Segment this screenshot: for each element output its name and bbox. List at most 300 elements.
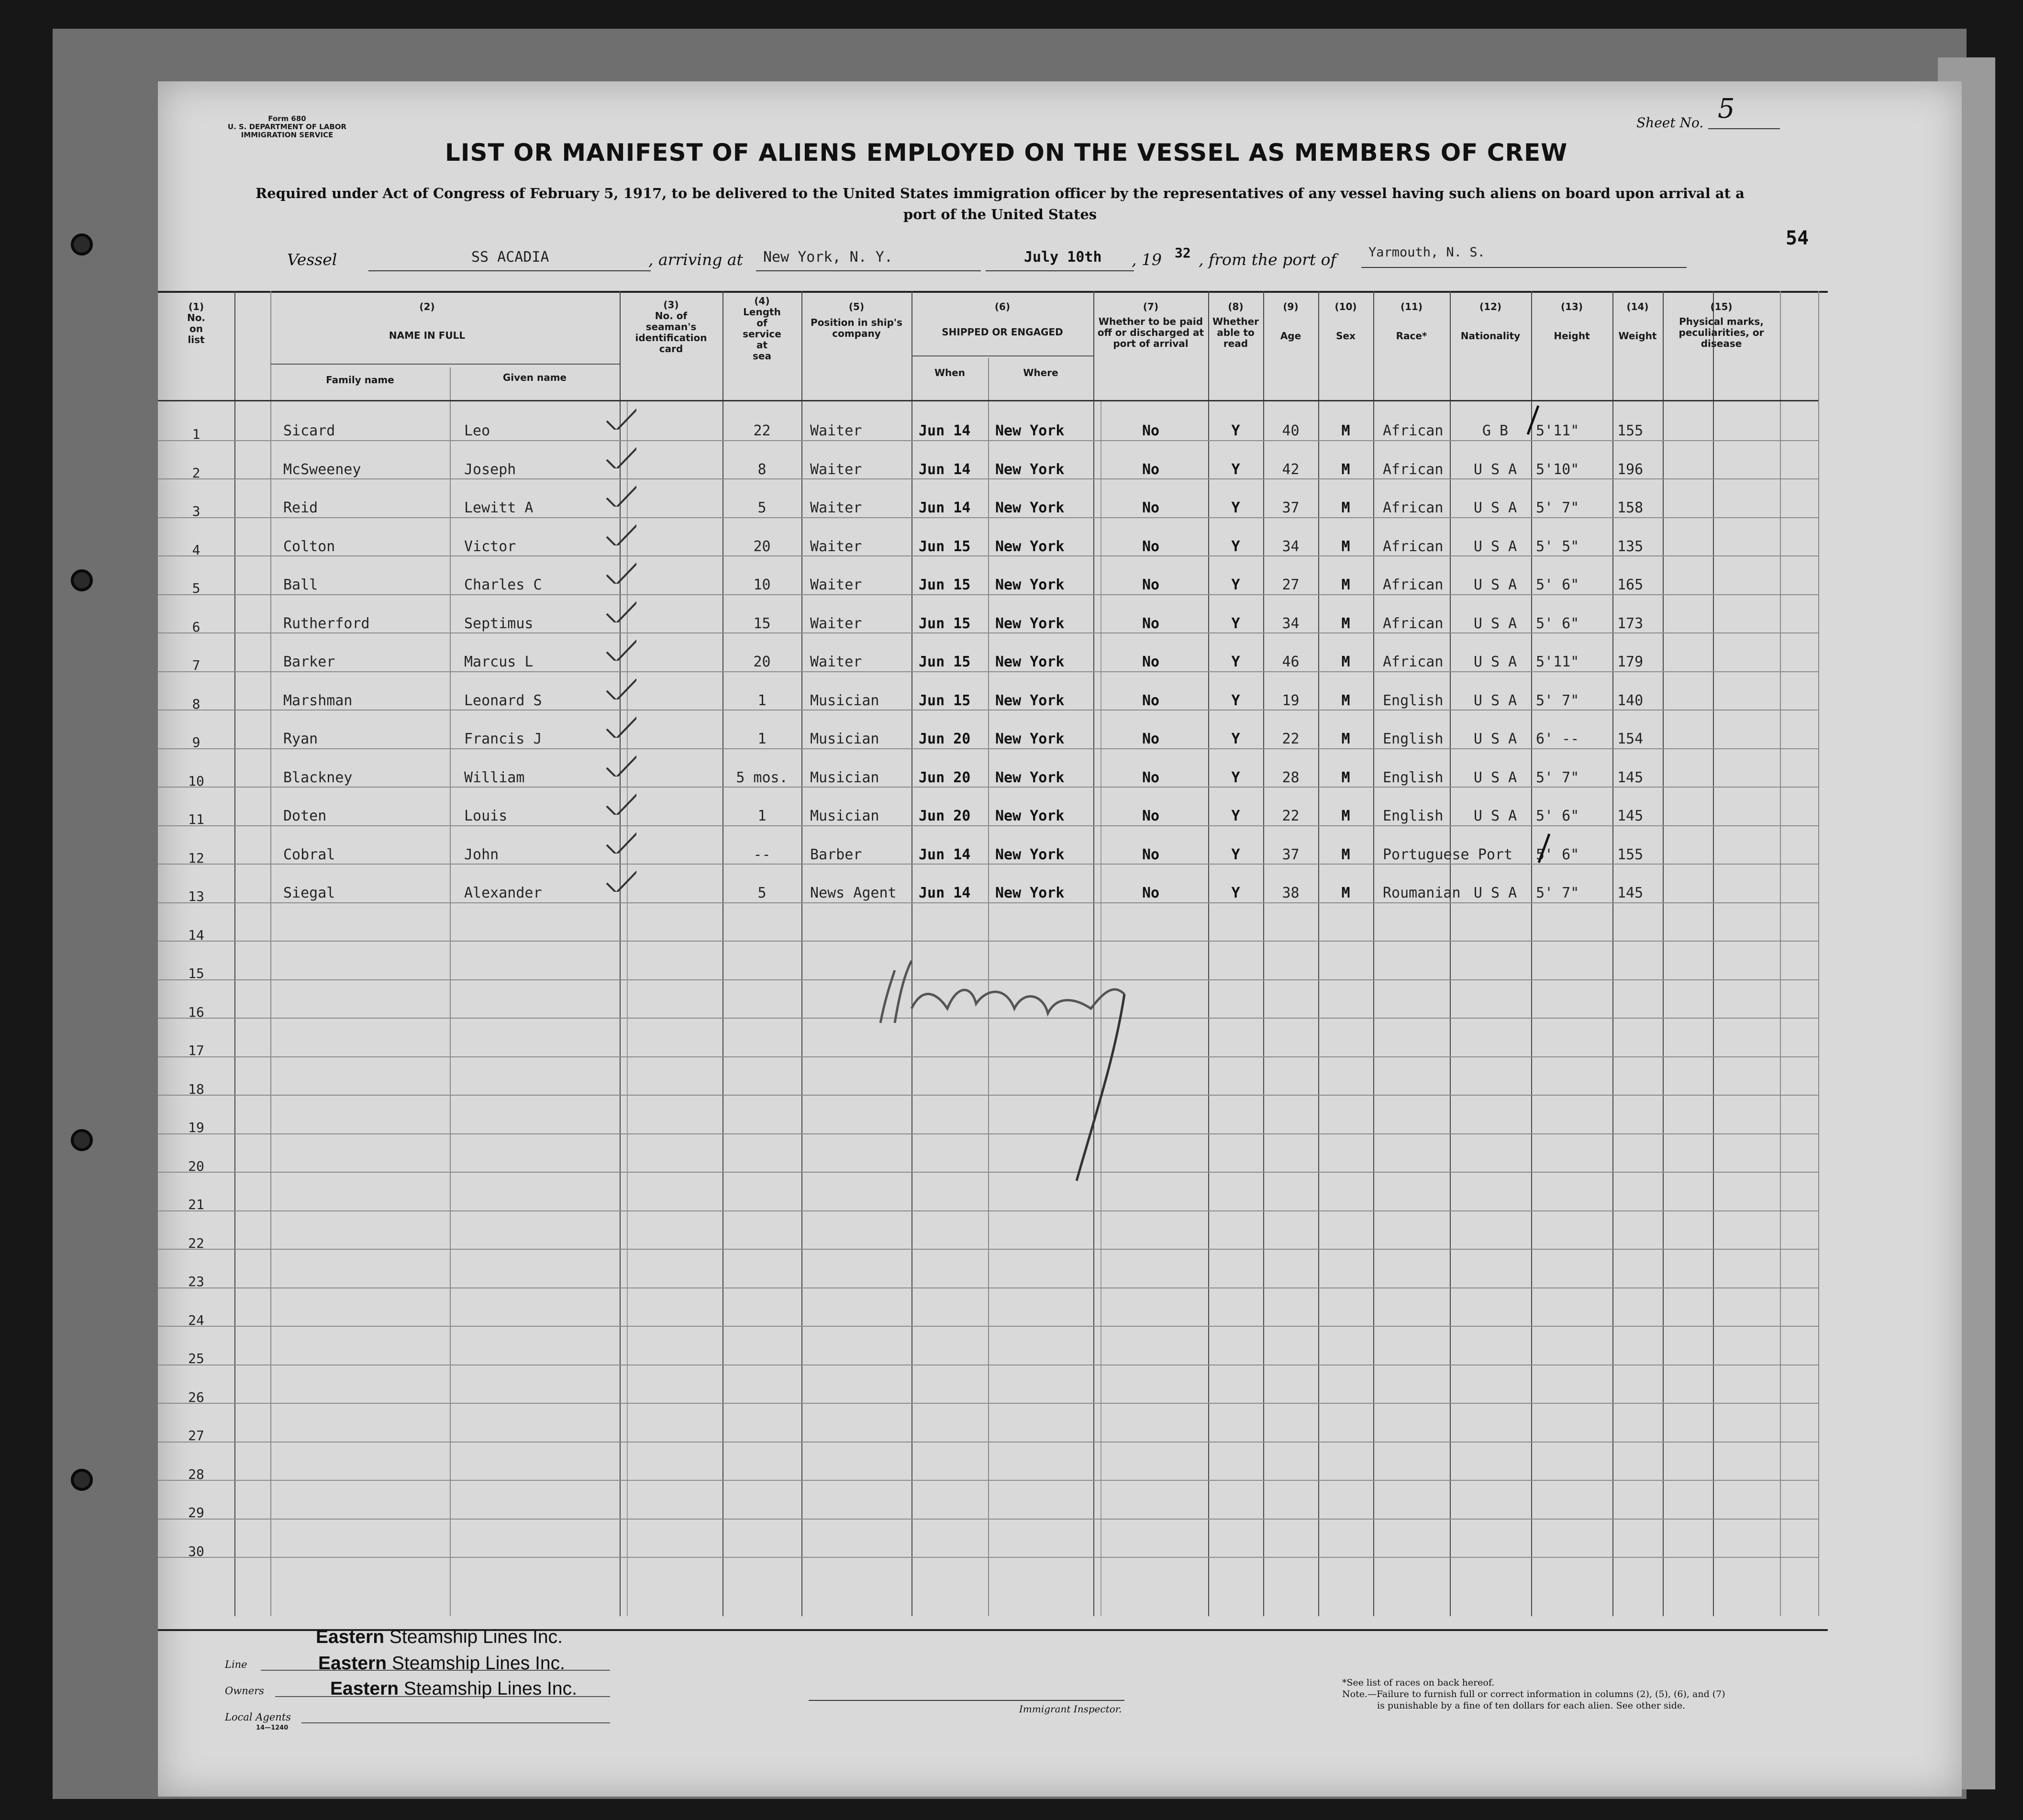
cell-given: Leo [464, 422, 490, 439]
check-mark [603, 825, 636, 854]
cell-read: Y [1231, 731, 1240, 747]
cell-when: Jun 15 [919, 654, 971, 670]
cell-weight: 145 [1617, 808, 1644, 824]
cell-paid-off: No [1142, 769, 1160, 786]
cell-family: Barker [283, 654, 335, 670]
cell-age: 28 [1282, 769, 1300, 786]
cell-service: 10 [753, 577, 771, 593]
cell-paid-off: No [1142, 731, 1160, 747]
cell-weight: 145 [1617, 885, 1644, 901]
col12-number: (12) [1479, 301, 1502, 312]
cell-service: 15 [753, 615, 771, 632]
row-number: 22 [188, 1235, 204, 1251]
cell-where: New York [995, 731, 1065, 747]
col4-number: (4) [754, 295, 770, 307]
cell-position: Musician [810, 731, 879, 747]
row-number: 18 [188, 1081, 204, 1097]
cell-where: New York [995, 499, 1065, 516]
year-prefix: , 19 [1132, 250, 1162, 269]
col1-number: (1) [188, 301, 204, 312]
cell-family: Reid [283, 499, 318, 516]
cell-given: John [464, 846, 499, 863]
cell-read: Y [1231, 577, 1240, 593]
cell-read: Y [1231, 422, 1240, 439]
cell-nationality: Port [1478, 846, 1513, 863]
cell-service: -- [753, 846, 771, 863]
cell-family: Rutherford [283, 615, 370, 632]
cell-position: Waiter [810, 499, 862, 516]
check-mark [603, 594, 636, 622]
stamp-bold: Eastern [330, 1678, 399, 1699]
agents-stamp [330, 1678, 577, 1699]
page-title: LIST OR MANIFEST OF ALIENS EMPLOYED ON THE VESSEL AS MEMBERS OF CREW [445, 139, 1568, 166]
footnotes [1340, 1677, 1818, 1711]
cell-where: New York [995, 769, 1065, 786]
cell-read: Y [1231, 499, 1240, 516]
form-code: 14—1240 [256, 1724, 289, 1731]
cell-paid-off: No [1142, 885, 1160, 901]
cell-age: 37 [1282, 846, 1300, 863]
cell-height: 5' 7" [1536, 769, 1579, 786]
col2b-header: Given name [502, 372, 567, 383]
cell-where: New York [995, 538, 1065, 555]
subtitle-line-2: port of the United States [903, 206, 1097, 222]
check-mark [603, 709, 636, 738]
cell-sex: M [1341, 499, 1350, 516]
cell-age: 38 [1282, 885, 1300, 901]
cell-given: Septimus [464, 615, 534, 632]
cell-weight: 158 [1617, 499, 1644, 516]
vessel-name: SS ACADIA [471, 249, 549, 266]
cell-nationality: G B [1482, 422, 1509, 439]
cell-height: 5'11" [1536, 422, 1579, 439]
row-rule [158, 478, 1818, 479]
cell-where: New York [995, 885, 1065, 901]
cell-nationality: U S A [1473, 731, 1517, 747]
form-header [218, 115, 356, 139]
cell-race: African [1383, 654, 1444, 670]
row-number: 5 [192, 580, 200, 596]
cell-age: 27 [1282, 577, 1300, 593]
cell-when: Jun 15 [919, 538, 971, 555]
form-number: Form 680 [268, 114, 306, 123]
cell-sex: M [1341, 538, 1350, 555]
col4-header: Length of service at sea [743, 306, 781, 362]
cell-nationality: U S A [1473, 499, 1517, 516]
col2-number: (2) [419, 301, 435, 312]
cell-race: African [1383, 538, 1444, 555]
stamp-bold: Eastern [316, 1627, 385, 1647]
year-suffix: 32 [1175, 245, 1191, 261]
cell-where: New York [995, 692, 1065, 709]
cell-position: Waiter [810, 654, 862, 670]
row-rule [158, 864, 1818, 865]
agents-label: Local Agents [225, 1711, 291, 1723]
cell-given: Leonard S [464, 692, 542, 709]
row-rule [158, 1519, 1818, 1520]
col15-number: (15) [1710, 301, 1733, 312]
cell-family: Cobral [283, 846, 335, 863]
col3-header: No. of seaman's identification card [635, 310, 707, 355]
cell-nationality: U S A [1473, 461, 1517, 478]
row-number: 3 [192, 503, 200, 519]
cell-weight: 145 [1617, 769, 1644, 786]
line-stamp [316, 1627, 563, 1648]
cell-nationality: U S A [1473, 808, 1517, 824]
row-rule [158, 1557, 1818, 1558]
check-mark [603, 671, 636, 699]
row-rule [158, 825, 1818, 826]
cell-age: 22 [1282, 808, 1300, 824]
cell-paid-off: No [1142, 654, 1160, 670]
col5-header: Position in ship's company [811, 317, 902, 339]
cell-when: Jun 20 [919, 731, 971, 747]
cell-sex: M [1341, 577, 1350, 593]
cell-race: Portuguese [1383, 846, 1469, 863]
cell-nationality: U S A [1473, 615, 1517, 632]
cell-weight: 155 [1617, 846, 1644, 863]
row-rule [158, 517, 1818, 518]
cell-age: 19 [1282, 692, 1300, 709]
cell-race: African [1383, 577, 1444, 593]
cell-when: Jun 20 [919, 769, 971, 786]
cell-age: 22 [1282, 731, 1300, 747]
col13-header: Height [1554, 330, 1590, 342]
cell-position: Waiter [810, 461, 862, 478]
row-number: 15 [188, 965, 204, 981]
col8-header: Whether able to read [1212, 316, 1259, 349]
row-number: 21 [188, 1197, 204, 1212]
col2a-header: Family name [326, 374, 394, 386]
cell-where: New York [995, 615, 1065, 632]
check-mark [603, 478, 636, 507]
check-mark [603, 786, 636, 815]
col11-number: (11) [1400, 301, 1423, 312]
cell-service: 5 mos. [736, 769, 788, 786]
cell-family: Ryan [283, 731, 318, 747]
row-number: 19 [188, 1120, 204, 1135]
col3-number: (3) [663, 299, 679, 311]
from-label: , from the port of [1199, 250, 1336, 269]
cell-race: African [1383, 499, 1444, 516]
vessel-label: Vessel [287, 250, 337, 269]
arriving-label: , arriving at [648, 250, 743, 269]
col6-number: (6) [994, 301, 1011, 312]
cell-when: Jun 14 [919, 846, 971, 863]
tick-mark [1524, 403, 1543, 437]
footnote-penalty-cont: is punishable by a fine of ten dollars for each alien. See other side. [1377, 1700, 1686, 1711]
inspector-signature [866, 913, 1172, 1343]
cell-given: Marcus L [464, 654, 534, 670]
cell-paid-off: No [1142, 692, 1160, 709]
cell-position: Musician [810, 808, 879, 824]
cell-where: New York [995, 422, 1065, 439]
cell-when: Jun 14 [919, 422, 971, 439]
row-rule [158, 440, 1818, 441]
row-number: 4 [192, 542, 200, 558]
row-rule [158, 787, 1818, 788]
cell-service: 5 [757, 499, 767, 516]
row-number: 11 [188, 811, 204, 827]
check-mark [603, 632, 636, 661]
cell-sex: M [1341, 615, 1350, 632]
cell-height: 6' -- [1536, 731, 1579, 747]
row-number: 23 [188, 1274, 204, 1289]
row-rule [158, 902, 1818, 903]
cell-nationality: U S A [1473, 769, 1517, 786]
col7-header: Whether to be paid off or discharged at port of arrival [1097, 316, 1204, 349]
row-rule [158, 748, 1818, 749]
col10-header: Sex [1336, 330, 1356, 342]
cell-position: Waiter [810, 422, 862, 439]
subtitle [211, 183, 1790, 225]
stamp-rest: Steamship Lines Inc. [384, 1627, 563, 1647]
cell-position: Waiter [810, 577, 862, 593]
service: IMMIGRATION SERVICE [241, 131, 333, 139]
row-number: 17 [188, 1043, 204, 1058]
cell-given: Joseph [464, 461, 516, 478]
footnote-races: *See list of races on back hereof. [1342, 1677, 1495, 1688]
col7-number: (7) [1143, 301, 1159, 312]
cell-read: Y [1231, 808, 1240, 824]
row-number: 2 [192, 465, 200, 481]
cell-age: 34 [1282, 615, 1300, 632]
sheet-label: Sheet No. [1636, 115, 1704, 131]
line-label: Line [225, 1659, 247, 1670]
cell-race: English [1383, 808, 1444, 824]
inspector-label: Immigrant Inspector. [1019, 1703, 1122, 1715]
row-number: 6 [192, 619, 200, 635]
row-number: 14 [188, 927, 204, 943]
row-number: 24 [188, 1312, 204, 1328]
col14-header: Weight [1618, 330, 1657, 342]
cell-sex: M [1341, 885, 1350, 901]
cell-position: Waiter [810, 615, 862, 632]
cell-race: African [1383, 461, 1444, 478]
cell-read: Y [1231, 538, 1240, 555]
cell-sex: M [1341, 769, 1350, 786]
department: U. S. DEPARTMENT OF LABOR [227, 122, 347, 131]
cell-service: 22 [753, 422, 771, 439]
cell-position: Musician [810, 692, 879, 709]
cell-family: Siegal [283, 885, 335, 901]
row-number: 12 [188, 850, 204, 866]
row-number: 28 [188, 1466, 204, 1482]
cell-service: 5 [757, 885, 767, 901]
cell-nationality: U S A [1473, 885, 1517, 901]
check-mark [603, 440, 636, 468]
cell-family: Sicard [283, 422, 335, 439]
cell-nationality: U S A [1473, 654, 1517, 670]
check-mark [603, 863, 636, 892]
cell-position: Barber [810, 846, 862, 863]
col8-number: (8) [1228, 301, 1244, 312]
cell-read: Y [1231, 846, 1240, 863]
col6-header: SHIPPED OR ENGAGED [942, 326, 1063, 338]
page-number: 54 [1786, 227, 1809, 249]
cell-service: 8 [757, 461, 767, 478]
owners-label: Owners [225, 1685, 264, 1697]
owners-stamp [318, 1653, 565, 1674]
cell-family: Marshman [283, 692, 353, 709]
cell-service: 1 [757, 731, 767, 747]
row-rule [158, 555, 1818, 556]
cell-weight: 140 [1617, 692, 1644, 709]
cell-paid-off: No [1142, 577, 1160, 593]
cell-height: 5'11" [1536, 654, 1579, 670]
cell-where: New York [995, 808, 1065, 824]
cell-paid-off: No [1142, 422, 1160, 439]
cell-race: English [1383, 692, 1444, 709]
cell-height: 5' 6" [1536, 577, 1579, 593]
row-number: 8 [192, 696, 200, 712]
cell-race: Roumanian [1383, 885, 1461, 901]
col13-number: (13) [1560, 301, 1583, 312]
cell-paid-off: No [1142, 846, 1160, 863]
row-number: 9 [192, 734, 200, 750]
check-mark [603, 401, 636, 430]
cell-given: Lewitt A [464, 499, 534, 516]
cell-paid-off: No [1142, 499, 1160, 516]
cell-sex: M [1341, 846, 1350, 863]
cell-given: Victor [464, 538, 516, 555]
cell-read: Y [1231, 692, 1240, 709]
punch-hole [71, 1469, 93, 1491]
cell-family: Colton [283, 538, 335, 555]
row-rule [158, 1403, 1818, 1404]
cell-where: New York [995, 577, 1065, 593]
cell-sex: M [1341, 461, 1350, 478]
check-mark [603, 517, 636, 545]
stamp-bold: Eastern [318, 1653, 387, 1674]
cell-race: English [1383, 769, 1444, 786]
cell-nationality: U S A [1473, 692, 1517, 709]
row-rule [158, 671, 1818, 672]
cell-height: 5' 6" [1536, 615, 1579, 632]
cell-height: 5' 5" [1536, 538, 1579, 555]
col6a-header: When [934, 367, 966, 378]
cell-paid-off: No [1142, 538, 1160, 555]
cell-age: 46 [1282, 654, 1300, 670]
cell-weight: 179 [1617, 654, 1644, 670]
cell-age: 34 [1282, 538, 1300, 555]
cell-position: News Agent [810, 885, 897, 901]
cell-where: New York [995, 846, 1065, 863]
punch-hole [71, 569, 93, 591]
cell-height: 5' 7" [1536, 499, 1579, 516]
cell-service: 20 [753, 654, 771, 670]
row-rule [158, 1442, 1818, 1443]
cell-paid-off: No [1142, 615, 1160, 632]
check-mark [603, 748, 636, 777]
cell-height: 5' 7" [1536, 885, 1579, 901]
from-port: Yarmouth, N. S. [1368, 245, 1485, 260]
row-number: 20 [188, 1158, 204, 1174]
col9-header: Age [1280, 330, 1301, 342]
col6b-header: Where [1023, 367, 1058, 378]
cell-family: Ball [283, 577, 318, 593]
col12-header: Nationality [1460, 330, 1521, 342]
cell-paid-off: No [1142, 461, 1160, 478]
cell-family: Blackney [283, 769, 353, 786]
arrival-date: July 10th [1024, 249, 1102, 266]
cell-paid-off: No [1142, 808, 1160, 824]
cell-sex: M [1341, 654, 1350, 670]
cell-given: Francis J [464, 731, 542, 747]
row-number: 25 [188, 1351, 204, 1366]
row-number: 1 [192, 426, 200, 442]
cell-when: Jun 14 [919, 461, 971, 478]
row-number: 27 [188, 1428, 204, 1443]
cell-height: 5' 6" [1536, 808, 1579, 824]
cell-read: Y [1231, 461, 1240, 478]
cell-age: 42 [1282, 461, 1300, 478]
stamp-rest: Steamship Lines Inc. [387, 1653, 565, 1674]
col15-header: Physical marks, peculiarities, or disease [1678, 316, 1764, 349]
col14-number: (14) [1626, 301, 1649, 312]
row-rule [158, 1480, 1818, 1481]
cell-age: 37 [1282, 499, 1300, 516]
col2-header: NAME IN FULL [389, 330, 466, 341]
cell-sex: M [1341, 422, 1350, 439]
cell-service: 1 [757, 692, 767, 709]
cell-position: Waiter [810, 538, 862, 555]
row-number: 16 [188, 1004, 204, 1020]
row-number: 13 [188, 888, 204, 904]
footnote-penalty: Note.—Failure to furnish full or correct information in columns (2), (5), (6), and (7) [1342, 1689, 1725, 1699]
cell-nationality: U S A [1473, 538, 1517, 555]
cell-nationality: U S A [1473, 577, 1517, 593]
crew-table [158, 291, 1818, 1611]
row-number: 30 [188, 1543, 204, 1559]
col1-header: No. on list [187, 312, 206, 345]
cell-race: African [1383, 615, 1444, 632]
cell-given: Alexander [464, 885, 542, 901]
col5-number: (5) [848, 301, 865, 312]
cell-weight: 165 [1617, 577, 1644, 593]
row-number: 29 [188, 1505, 204, 1520]
stamp-rest: Steamship Lines Inc. [399, 1678, 577, 1699]
cell-service: 20 [753, 538, 771, 555]
cell-when: Jun 15 [919, 615, 971, 632]
cell-sex: M [1341, 692, 1350, 709]
cell-read: Y [1231, 654, 1240, 670]
col9-number: (9) [1283, 301, 1299, 312]
cell-height: 5'10" [1536, 461, 1579, 478]
cell-when: Jun 14 [919, 499, 971, 516]
cell-weight: 173 [1617, 615, 1644, 632]
cell-position: Musician [810, 769, 879, 786]
cell-sex: M [1341, 731, 1350, 747]
cell-when: Jun 20 [919, 808, 971, 824]
cell-when: Jun 15 [919, 692, 971, 709]
cell-read: Y [1231, 615, 1240, 632]
punch-hole [71, 1129, 93, 1151]
cell-given: Charles C [464, 577, 542, 593]
cell-age: 40 [1282, 422, 1300, 439]
cell-weight: 155 [1617, 422, 1644, 439]
punch-hole [71, 233, 93, 255]
tick-mark [1535, 832, 1554, 865]
subtitle-line-1: Required under Act of Congress of February 5, 1917, to be delivered to the United States immigration officer by the representatives of any vessel having such aliens on board upon arrival at a [256, 185, 1745, 201]
arriving-port: New York, N. Y. [763, 249, 893, 266]
cell-family: McSweeney [283, 461, 361, 478]
check-mark [603, 555, 636, 584]
cell-given: Louis [464, 808, 508, 824]
cell-height: 5' 7" [1536, 692, 1579, 709]
row-number: 10 [188, 773, 204, 789]
cell-where: New York [995, 461, 1065, 478]
